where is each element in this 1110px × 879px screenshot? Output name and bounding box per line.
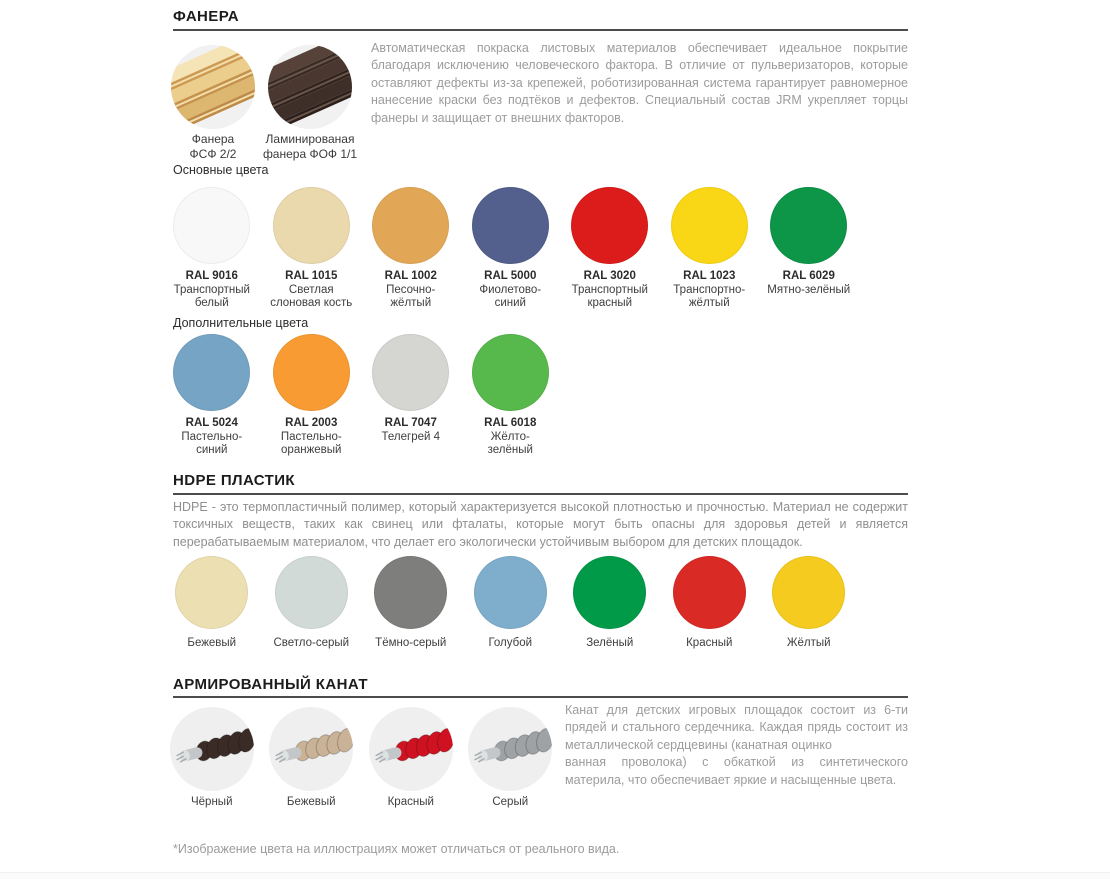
hdpe-description: HDPE - это термопластичный полимер, который характеризуется высокой плотностью и прочностью. Материал не содержит токсичных веществ, таких как свинец или фталаты, которые могут быть опасны для здоровья детей и является перерабатываемым материалом, что делает его экологически устойчивым выбором для детских площадок. — [173, 500, 908, 549]
color-circle — [673, 556, 746, 629]
color-circle — [273, 334, 350, 411]
page-content — [173, 0, 908, 879]
rope-color-name: Бежевый — [286, 796, 336, 808]
color-name: оранжевый — [281, 444, 342, 456]
rope-icon — [269, 707, 353, 791]
color-swatch-ral1002 — [361, 187, 461, 311]
color-swatch-ral1023 — [660, 187, 760, 311]
plywood-fsf-icon — [171, 45, 255, 129]
color-swatch-ral1015 — [262, 187, 362, 311]
hdpe-section-divider — [173, 493, 908, 495]
color-name: Транспортный — [173, 283, 250, 296]
color-name: Жёлтый — [786, 637, 831, 649]
color-name: красный — [587, 297, 633, 309]
rope-section-title: АРМИРОВАННЫЙ КАНАТ — [173, 676, 368, 693]
color-code: RAL 3020 — [583, 270, 636, 282]
color-name: Бежевый — [187, 637, 237, 649]
rope-color-name: Серый — [492, 796, 529, 808]
color-name: слоновая кость — [270, 297, 353, 309]
hdpe-swatch-beige — [162, 556, 262, 649]
color-name: Красный — [686, 637, 733, 649]
color-circle — [573, 556, 646, 629]
color-circle — [472, 334, 549, 411]
color-name: Фиолетово- — [479, 283, 542, 296]
color-code: RAL 1002 — [384, 270, 437, 282]
plywood-fsf-label-line1: Фанера — [191, 132, 235, 146]
color-circle — [173, 334, 250, 411]
color-code: RAL 2003 — [285, 417, 338, 429]
color-name: Жёлто- — [490, 430, 530, 443]
page-bottom-edge — [0, 872, 1110, 879]
color-name: Светло-серый — [273, 637, 350, 649]
color-code: RAL 1015 — [285, 270, 338, 282]
color-code: RAL 6029 — [782, 270, 835, 282]
color-name: Пастельно- — [280, 430, 342, 443]
color-swatch-ral3020 — [560, 187, 660, 311]
color-name: Зелёный — [586, 637, 634, 649]
color-swatch-ral2003 — [262, 334, 362, 458]
rope-icon — [369, 707, 453, 791]
rope-color-name: Красный — [387, 796, 434, 808]
color-swatch-ral6018 — [461, 334, 561, 458]
color-swatch-ral5000 — [461, 187, 561, 311]
color-code: RAL 7047 — [384, 417, 437, 429]
plywood-fof-icon — [268, 45, 352, 129]
plywood-fof-label — [263, 132, 357, 162]
color-circle — [173, 187, 250, 264]
color-name: Пастельно- — [181, 430, 243, 443]
color-name: жёлтый — [688, 297, 730, 309]
color-name: зелёный — [487, 444, 533, 456]
color-name: белый — [194, 297, 229, 309]
color-circle — [772, 556, 845, 629]
hdpe-section-title: HDPE ПЛАСТИК — [173, 472, 295, 489]
hdpe-swatch-light-grey — [262, 556, 362, 649]
color-name: Транспортный — [571, 283, 648, 296]
rope-section-divider — [173, 696, 908, 698]
color-circle — [372, 334, 449, 411]
hdpe-swatch-dark-grey — [361, 556, 461, 649]
color-code: RAL 6018 — [484, 417, 537, 429]
plywood-fof-label-line2: фанера ФОФ 1/1 — [262, 147, 358, 161]
main-colors-row — [162, 187, 859, 311]
plywood-fsf-label — [190, 132, 237, 162]
rope-description-part1: Канат для детских игровых площадок состоит из 6-ти прядей и стального сердечника. Каждая прядь состоит из металлической сердцевины (канатная оцинко — [565, 703, 908, 752]
color-code: RAL 5024 — [185, 417, 238, 429]
color-code: RAL 5000 — [484, 270, 537, 282]
color-swatch-ral9016 — [162, 187, 262, 311]
color-circle — [474, 556, 547, 629]
rope-swatch-black — [162, 707, 262, 808]
color-code: RAL 9016 — [185, 270, 238, 282]
color-circle — [472, 187, 549, 264]
color-circle — [671, 187, 748, 264]
rope-description — [565, 702, 908, 789]
hdpe-swatch-yellow — [759, 556, 859, 649]
color-name: жёлтый — [390, 297, 432, 309]
additional-colors-label: Дополнительные цвета — [173, 316, 309, 330]
plywood-swatch-row — [171, 45, 358, 162]
color-name: Транспортно- — [673, 283, 746, 296]
rope-icon — [170, 707, 254, 791]
color-name: Светлая — [288, 283, 334, 296]
color-swatch-ral5024 — [162, 334, 262, 458]
plywood-fof-label-line1: Ламинированая — [265, 132, 355, 146]
footnote: *Изображение цвета на иллюстрациях может отличаться от реального вида. — [173, 842, 620, 856]
rope-swatch-beige — [262, 707, 362, 808]
color-swatch-ral7047 — [361, 334, 461, 458]
color-code: RAL 1023 — [683, 270, 736, 282]
color-circle — [571, 187, 648, 264]
color-circle — [273, 187, 350, 264]
rope-swatch-grey — [461, 707, 561, 808]
plywood-swatch-fof — [262, 45, 358, 162]
main-colors-label: Основные цвета — [173, 163, 269, 177]
rope-swatch-red — [361, 707, 461, 808]
plywood-swatch-fsf — [171, 45, 255, 162]
hdpe-colors-row — [162, 556, 859, 649]
color-name: Песочно- — [386, 283, 436, 296]
hdpe-swatch-blue — [461, 556, 561, 649]
additional-colors-row — [162, 334, 560, 458]
plywood-description: Автоматическая покраска листовых материалов обеспечивает идеальное покрытие благодаря исключению человеческого фактора. В отличие от пульверизаторов, которые оставляют дефекты из-за крепежей, роботизированная система гарантирует равномерное нанесение краски без подтёков и дефектов. Специальный состав JRM укрепляет торцы фанеры и защищает от внешних факторов. — [371, 41, 908, 125]
rope-swatch-row — [162, 707, 560, 808]
color-circle — [770, 187, 847, 264]
plywood-section-title: ФАНЕРА — [173, 8, 240, 25]
plywood-section-divider — [173, 29, 908, 31]
hdpe-swatch-red — [660, 556, 760, 649]
color-name: Голубой — [488, 637, 533, 649]
color-circle — [275, 556, 348, 629]
color-swatch-ral6029 — [759, 187, 859, 311]
plywood-fsf-label-line2: ФСФ 2/2 — [189, 147, 237, 161]
color-name: Мятно-зелёный — [767, 283, 851, 296]
rope-color-name: Чёрный — [191, 796, 233, 808]
color-circle — [374, 556, 447, 629]
color-name: Телегрей 4 — [381, 430, 440, 443]
hdpe-swatch-green — [560, 556, 660, 649]
color-name: синий — [494, 297, 526, 309]
color-circle — [372, 187, 449, 264]
rope-icon — [468, 707, 552, 791]
color-name: Тёмно-серый — [375, 637, 447, 649]
rope-description-part2: ванная проволока) с обкаткой из синтетического материла, что обеспечивает яркие и насыщенные цвета. — [565, 755, 908, 787]
color-name: синий — [196, 444, 228, 456]
color-circle — [175, 556, 248, 629]
